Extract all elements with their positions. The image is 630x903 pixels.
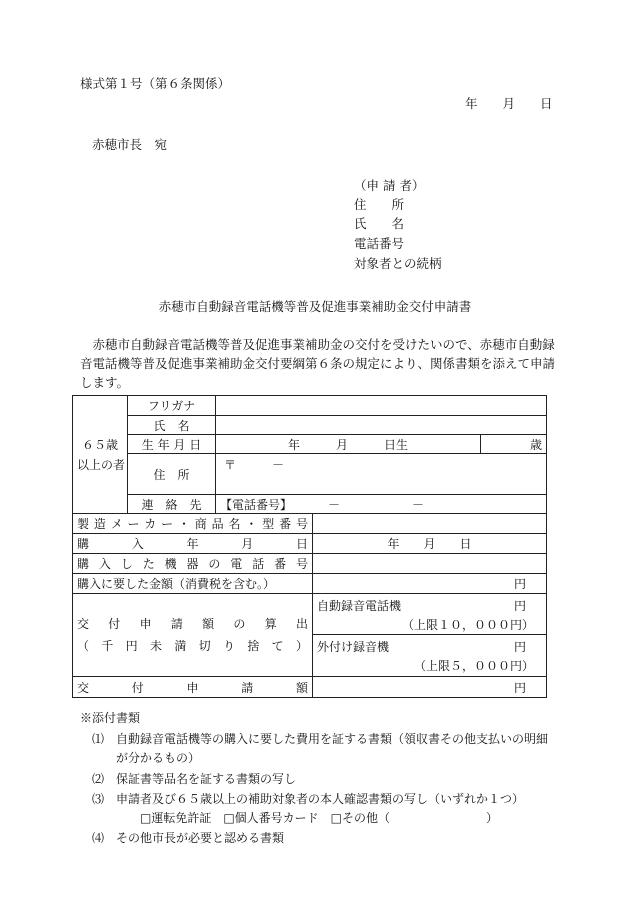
furigana-label: フリガナ <box>128 396 216 416</box>
applicant-header: （申 請 者） <box>354 178 425 193</box>
attachments-header: ※添付書類 <box>80 711 141 725</box>
body-line-2: 音電話機等普及促進事業補助金交付要綱第６条の規定により、関係書類を添えて申請 <box>80 356 556 371</box>
external-box[interactable] <box>313 635 546 676</box>
purchase-date-label: 購入年月日 <box>73 534 313 554</box>
applicant-name-label: 氏 名 <box>354 216 405 231</box>
name-field[interactable] <box>216 416 547 435</box>
furigana-field[interactable] <box>216 396 547 416</box>
attachment-item-4: ⑷ その他市長が必要と認める書類 <box>92 831 285 845</box>
contact-label: 連 絡 先 <box>128 495 216 514</box>
attachment-item-2: ⑵ 保証書等品名を証する書類の写し <box>92 772 297 786</box>
address-field[interactable] <box>216 454 547 495</box>
attachment-item-3: ⑶ 申請者及び６５歳以上の補助対象者の本人確認書類の写し（いずれか１つ） <box>92 792 525 806</box>
auto-phone-yen: 円 <box>513 599 526 613</box>
attachment-item-1-cont: が分かるもの） <box>92 751 201 765</box>
application-table <box>72 395 547 698</box>
purchase-amount-field[interactable]: 円 <box>313 574 547 594</box>
purchase-amount-label: 購入に要した金額（消費税を含む。） <box>73 574 313 594</box>
phone-dashes: － － <box>328 497 425 512</box>
document-title: 赤穂市自動録音電話機等普及促進事業補助金交付申請書 <box>158 299 472 314</box>
age-field[interactable]: 歳 <box>481 435 547 454</box>
address-label: 住 所 <box>128 454 216 495</box>
maker-field[interactable] <box>313 514 547 534</box>
form-number: 様式第１号（第６条関係） <box>80 76 231 91</box>
phone-label: 【電話番号】 <box>220 497 293 512</box>
body-line-3: します。 <box>80 375 130 390</box>
name-label: 氏 名 <box>128 416 216 435</box>
date-line: 年 月 日 <box>465 96 553 111</box>
id-document-options[interactable]: □運転免許証 □個人番号カード □その他（ ） <box>92 811 499 825</box>
grant-amount-label: 交付申請額 <box>73 677 313 698</box>
auto-phone-limit: （上限１０，０００円） <box>401 618 534 632</box>
contact-field[interactable] <box>216 495 547 514</box>
device-phone-label: 購入した機器の電話番号 <box>73 554 313 574</box>
elderly-group-cell <box>73 396 128 514</box>
applicant-phone-label: 電話番号 <box>354 236 405 251</box>
calc-label-2: （千円未満切り捨て） <box>77 639 308 653</box>
birth-label: 生 年 月 日 <box>128 435 216 454</box>
body-line-1: 赤穂市自動録音電話機等普及促進事業補助金の交付を受けたいので、赤穂市自動録 <box>80 337 555 352</box>
calc-value-cell <box>313 594 547 677</box>
attachment-item-1: ⑴ 自動録音電話機等の購入に要した費用を証する書類（領収書その他支払いの明細 <box>92 732 549 746</box>
external-yen: 円 <box>513 640 526 654</box>
applicant-address-label: 住 所 <box>354 197 405 212</box>
elderly-group-label-1: ６５歳 <box>81 437 118 452</box>
external-limit: （上限５，０００円） <box>413 659 534 673</box>
addressee: 赤穂市長 宛 <box>92 137 168 152</box>
purchase-date-field[interactable]: 年 月 日 <box>313 534 547 554</box>
auto-phone-label: 自動録音電話機 <box>317 599 402 613</box>
auto-phone-box[interactable] <box>313 594 546 635</box>
external-label: 外付け録音機 <box>317 640 390 654</box>
calc-label-cell <box>73 594 313 677</box>
device-phone-field[interactable] <box>313 554 547 574</box>
postal-code: 〒 － <box>224 458 285 472</box>
grant-amount-field[interactable]: 円 <box>313 677 547 698</box>
elderly-group-label-2: 以上の者 <box>77 457 126 472</box>
calc-label-1: 交付申請額の算出 <box>77 617 308 631</box>
applicant-relation-label: 対象者との続柄 <box>354 256 442 271</box>
maker-label: 製造メーカー・商品名・型番号 <box>73 514 313 534</box>
birth-field[interactable]: 年 月 日生 <box>216 435 481 454</box>
